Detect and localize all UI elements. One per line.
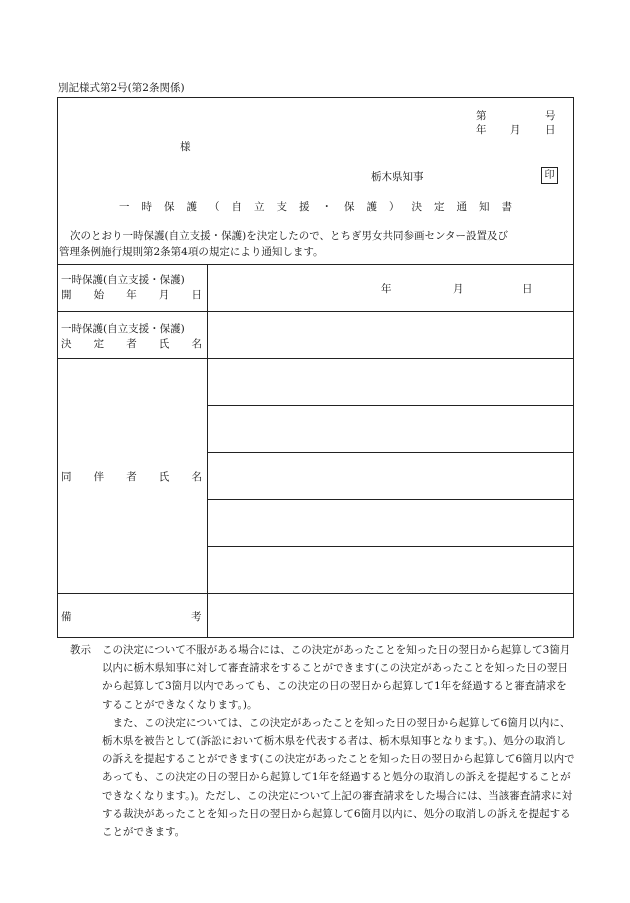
document-title [119, 199, 512, 214]
date-month-label: 月 [510, 124, 521, 136]
title-char: 自 [231, 201, 242, 213]
row-divider [57, 311, 574, 312]
label-char: 同 [61, 471, 72, 483]
start-year-label: 年 [381, 283, 392, 295]
remarks-label-1: 備 [61, 611, 72, 623]
title-char: 護 [366, 201, 377, 213]
intro-line-2: 管理条例施行規則第2条第4項の規定により通知します。 [59, 246, 324, 258]
label-char: 月 [158, 289, 170, 301]
label-char: 決 [61, 338, 72, 350]
notice-frame [57, 97, 574, 638]
title-char: 通 [456, 201, 467, 213]
title-char: 定 [434, 201, 445, 213]
label-char: 氏 [158, 338, 170, 350]
row-divider [57, 593, 574, 594]
title-char: 書 [501, 201, 512, 213]
label-char: 日 [191, 289, 202, 301]
title-char: （ [209, 201, 220, 213]
start-date-label-1: 一時保護(自立支援・保護) [61, 274, 185, 286]
companion-divider [207, 452, 574, 453]
row-divider [57, 358, 574, 359]
form-number-label: 別記様式第2号(第2条関係) [58, 82, 185, 94]
title-char: 護 [186, 201, 197, 213]
label-char: 氏 [158, 471, 170, 483]
number-prefix: 第 [476, 110, 487, 122]
title-char: 保 [164, 201, 175, 213]
start-month-label: 月 [453, 283, 464, 295]
seal-mark: 印 [541, 167, 558, 184]
label-char: 始 [93, 289, 105, 301]
number-suffix: 号 [545, 110, 556, 122]
label-char: 開 [61, 289, 72, 301]
title-char: 援 [299, 201, 310, 213]
date-year-label: 年 [476, 124, 487, 136]
title-char: ） [389, 201, 400, 213]
label-char: 名 [191, 471, 202, 483]
date-day-label: 日 [545, 124, 556, 136]
instructions-paragraph-2: また、この決定については、この決定があったことを知った日の翌日から起算して6箇月以内に、栃木県を被告として(訴訟において栃木県を代表する者は、栃木県知事となります。)、処分の取消しの訴えを提起することができます(この決定があったことを知った日の翌日から起算して6箇月以内であっても、この決定の日の翌日から起算して1年を経過すると処分の取消しの訴えを提起することができなくなります。)。ただし、この決定について上記の審査請求をした場合には、当該審査請求に対する裁決があったことを知った日の翌日から起算して6箇月以内に、処分の取消しの訴えを提起することができます。 [102, 716, 575, 839]
title-char: ・ [321, 201, 332, 213]
title-char: 一 [119, 201, 130, 213]
companion-divider [207, 546, 574, 547]
appeal-instructions [70, 641, 575, 841]
companion-divider [207, 499, 574, 500]
title-char: 支 [276, 201, 287, 213]
companion-divider [207, 405, 574, 406]
label-char: 者 [126, 471, 137, 483]
label-char: 伴 [93, 471, 105, 483]
decider-label-2 [61, 336, 202, 351]
title-char: 立 [254, 201, 265, 213]
title-char: 保 [344, 201, 355, 213]
title-char: 知 [479, 201, 490, 213]
issuer-name: 栃木県知事 [371, 171, 424, 183]
title-char: 時 [141, 201, 152, 213]
label-char: 者 [126, 338, 137, 350]
label-char: 年 [126, 289, 137, 301]
label-char: 名 [191, 338, 202, 350]
start-day-label: 日 [522, 283, 533, 295]
table-top-line [57, 264, 574, 265]
companion-names-label [61, 469, 202, 484]
remarks-label-2: 考 [191, 611, 202, 623]
decider-label-1: 一時保護(自立支援・保護) [61, 323, 185, 335]
column-divider [207, 264, 208, 638]
title-char: 決 [411, 201, 422, 213]
intro-line-1: 次のとおり一時保護(自立支援・保護)を決定したので、とちぎ男女共同参画センター設置及び [70, 230, 509, 242]
label-char: 定 [93, 338, 105, 350]
instructions-heading: 教示 [70, 644, 91, 656]
start-date-label-2 [61, 287, 202, 302]
instructions-paragraph-1: この決定について不服がある場合には、この決定があったことを知った日の翌日から起算して3箇月以内に栃木県知事に対して審査請求をすることができます(この決定があったことを知った日の翌日から起算して3箇月以内であっても、この決定の日の翌日から起算して1年を経過すると審査請求をすることができなくなります。)。 [102, 644, 571, 711]
addressee-suffix: 様 [180, 141, 191, 153]
